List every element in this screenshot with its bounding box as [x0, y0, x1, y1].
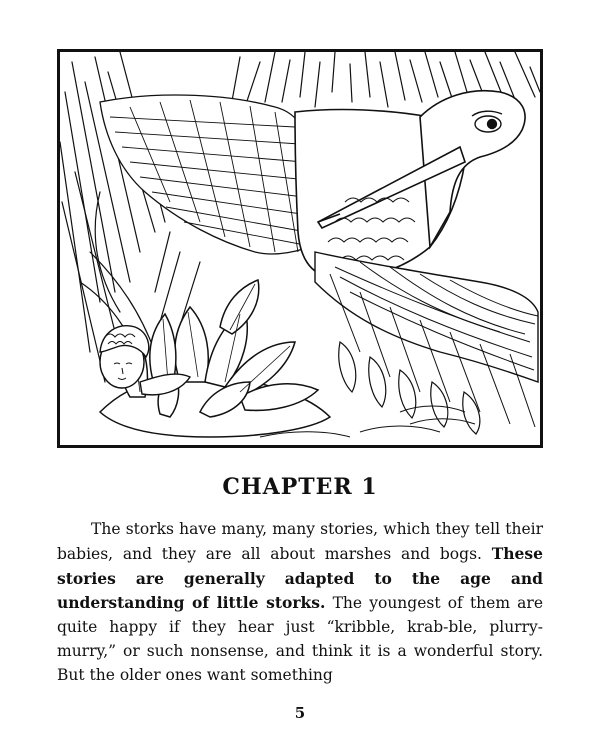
illustration: [57, 49, 543, 448]
page-number: 5: [294, 704, 306, 722]
chapter-heading: CHAPTER 1: [222, 474, 378, 500]
story-paragraph: [57, 518, 543, 688]
paragraph-text-end: The youngest of them are quite happy if they hear just “kribble, krab-ble, plurry-murry,” or such nonsense, and think it is a wonderful story. But the older ones want something: [57, 594, 543, 684]
paragraph-bold-text: These stories are generally adapted to the age and understanding of little storks.: [57, 543, 543, 613]
paragraph-text-start: The storks have many, many stories, which they tell their babies, and they are all about marshes and bogs.: [57, 520, 543, 563]
stork-lily-illustration: [60, 52, 540, 445]
